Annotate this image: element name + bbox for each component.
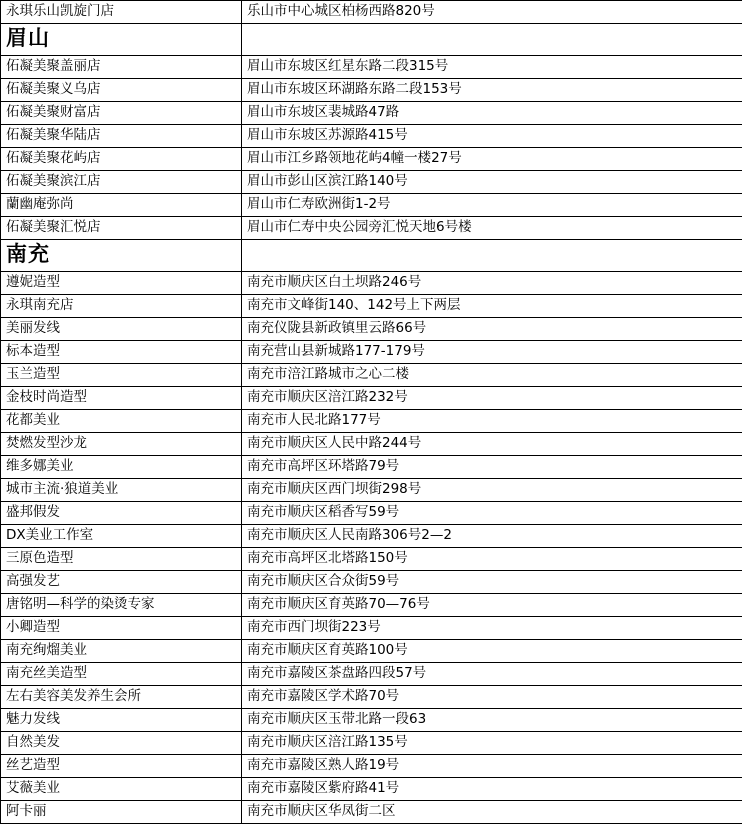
store-name-cell: 唐铭明—科学的染烫专家 [1,594,242,617]
table-row [1,171,742,194]
table-row [1,617,742,640]
section-header-row [1,240,742,272]
store-name-cell: 城市主流·狼道美业 [1,479,242,502]
table-row [1,663,742,686]
store-address-cell: 南充市顺庆区西门坝街298号 [242,479,742,502]
section-title: 眉山 [1,24,242,56]
table-row [1,217,742,240]
section-title: 南充 [1,240,242,272]
store-name-cell: 金枝时尚造型 [1,387,242,410]
store-name-cell: 永琪南充店 [1,295,242,318]
store-name-cell: 南充绚熘美业 [1,640,242,663]
store-address-cell: 南充市顺庆区合众街59号 [242,571,742,594]
table-row [1,778,742,801]
table-row [1,148,742,171]
table-row [1,79,742,102]
table-row [1,125,742,148]
store-name-cell: 佦凝美聚滨江店 [1,171,242,194]
table-row [1,387,742,410]
store-address-cell: 南充市顺庆区白土坝路246号 [242,272,742,295]
store-address-cell: 眉山市仁寿中央公园旁汇悦天地6号楼 [242,217,742,240]
store-name-cell: 三原色造型 [1,548,242,571]
table-row [1,640,742,663]
section-header-row [1,24,742,56]
table-row [1,194,742,217]
table-row [1,548,742,571]
store-name-cell: 艾薇美业 [1,778,242,801]
table-row [1,709,742,732]
table-row [1,801,742,824]
store-address-cell: 眉山市仁寿欧洲街1-2号 [242,194,742,217]
section-empty-cell [242,240,742,272]
table-row [1,56,742,79]
table-row [1,594,742,617]
store-address-cell: 眉山市彭山区滨江路140号 [242,171,742,194]
store-name-cell: 高强发艺 [1,571,242,594]
store-address-cell: 南充市顺庆区涪江路135号 [242,732,742,755]
store-name-cell: 左右美容美发养生会所 [1,686,242,709]
store-name-cell: 花都美业 [1,410,242,433]
table-row [1,341,742,364]
store-name-cell: 佦凝美聚花屿店 [1,148,242,171]
store-address-cell: 南充仪陇县新政镇里云路66号 [242,318,742,341]
table-row [1,410,742,433]
store-name-cell: DX美业工作室 [1,525,242,548]
store-address-cell: 南充市嘉陵区熟人路19号 [242,755,742,778]
store-address-cell: 南充市西门坝街223号 [242,617,742,640]
store-name-cell: 阿卡丽 [1,801,242,824]
store-name-cell: 焚燃发型沙龙 [1,433,242,456]
store-address-cell: 南充市顺庆区玉带北路一段63 [242,709,742,732]
store-address-cell: 南充市涪江路城市之心二楼 [242,364,742,387]
store-name-cell: 蘭幽庵弥尚 [1,194,242,217]
table-row [1,755,742,778]
store-name-cell: 丝艺造型 [1,755,242,778]
store-address-cell: 南充营山县新城路177-179号 [242,341,742,364]
store-address-cell: 南充市高坪区环塔路79号 [242,456,742,479]
store-address-cell: 眉山市东坡区环湖路东路二段153号 [242,79,742,102]
store-address-cell: 南充市顺庆区华凤街二区 [242,801,742,824]
table-row [1,1,742,24]
table-row [1,272,742,295]
table-row [1,433,742,456]
table-row [1,571,742,594]
store-name-cell: 佦凝美聚义乌店 [1,79,242,102]
table-row [1,102,742,125]
store-address-cell: 南充市高坪区北塔路150号 [242,548,742,571]
table-row [1,456,742,479]
store-name-cell: 魅力发线 [1,709,242,732]
store-name-cell: 标本造型 [1,341,242,364]
store-address-cell: 眉山市东坡区苏源路415号 [242,125,742,148]
table-row [1,502,742,525]
store-address-cell: 南充市嘉陵区学术路70号 [242,686,742,709]
table-row [1,479,742,502]
store-address-cell: 南充市顺庆区稻香写59号 [242,502,742,525]
store-name-cell: 佦凝美聚汇悦店 [1,217,242,240]
store-name-cell: 佦凝美聚盖丽店 [1,56,242,79]
table-row [1,364,742,387]
store-address-cell: 南充市文峰街140、142号上下两层 [242,295,742,318]
store-name-cell: 小卿造型 [1,617,242,640]
table-row [1,686,742,709]
table-row [1,732,742,755]
store-address-cell: 南充市顺庆区人民中路244号 [242,433,742,456]
store-name-cell: 佦凝美聚华陆店 [1,125,242,148]
store-address-cell: 南充市顺庆区育英路70—76号 [242,594,742,617]
store-address-cell: 眉山市东坡区红星东路二段315号 [242,56,742,79]
store-address-cell: 眉山市东坡区裴城路47路 [242,102,742,125]
store-address-cell: 南充市顺庆区人民南路306号2—2 [242,525,742,548]
store-address-cell: 南充市顺庆区涪江路232号 [242,387,742,410]
store-name-cell: 永琪乐山凯旋门店 [1,1,242,24]
store-address-cell: 眉山市江乡路领地花屿4幢一楼27号 [242,148,742,171]
table-row [1,525,742,548]
table-body [1,1,742,824]
store-address-cell: 乐山市中心城区柏杨西路820号 [242,1,742,24]
store-address-cell: 南充市嘉陵区茶盘路四段57号 [242,663,742,686]
store-name-cell: 南充丝美造型 [1,663,242,686]
store-name-cell: 美丽发线 [1,318,242,341]
store-address-cell: 南充市人民北路177号 [242,410,742,433]
store-name-cell: 自然美发 [1,732,242,755]
table-row [1,318,742,341]
store-name-cell: 玉兰造型 [1,364,242,387]
store-address-cell: 南充市嘉陵区紫府路41号 [242,778,742,801]
table-row [1,295,742,318]
store-name-cell: 盛邦假发 [1,502,242,525]
store-name-cell: 维多娜美业 [1,456,242,479]
store-name-cell: 佦凝美聚财富店 [1,102,242,125]
section-empty-cell [242,24,742,56]
store-name-cell: 遵妮造型 [1,272,242,295]
store-address-cell: 南充市顺庆区育英路100号 [242,640,742,663]
